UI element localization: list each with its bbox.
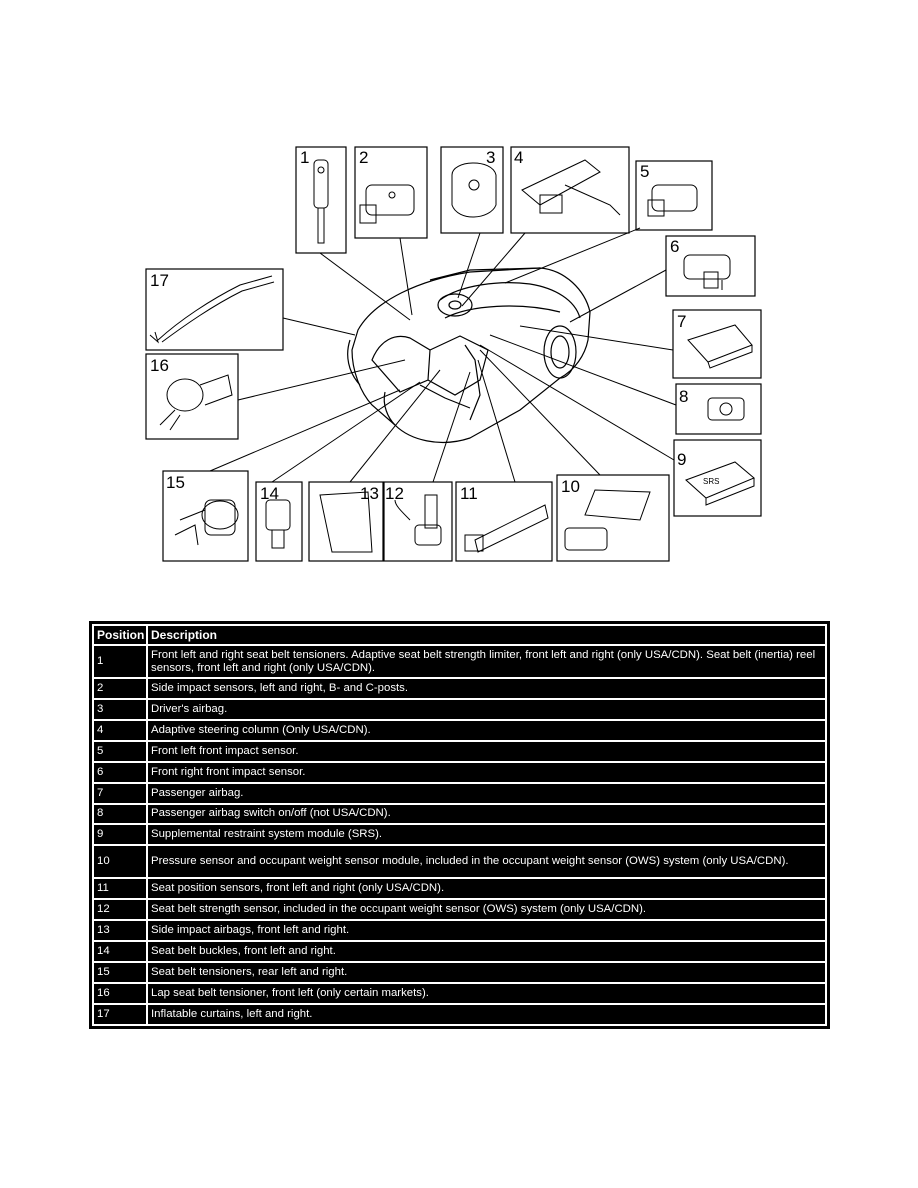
callout-number-11: 11 <box>460 484 478 503</box>
row-position: 11 <box>93 878 147 899</box>
leader-lines <box>210 228 676 482</box>
row-position: 17 <box>93 1004 147 1025</box>
table-header-row <box>93 625 826 645</box>
row-position: 6 <box>93 762 147 783</box>
table-row <box>93 899 826 920</box>
row-position: 2 <box>93 678 147 699</box>
row-description: Pressure sensor and occupant weight sensor module, included in the occupant weight sensor (OWS) system (only USA/CDN). <box>147 845 826 878</box>
table-row <box>93 741 826 762</box>
car-outline <box>348 268 590 442</box>
callout-number-7: 7 <box>677 312 687 331</box>
table-row <box>93 920 826 941</box>
row-description: Front right front impact sensor. <box>147 762 826 783</box>
row-description: Seat belt tensioners, rear left and right. <box>147 962 826 983</box>
row-description: Inflatable curtains, left and right. <box>147 1004 826 1025</box>
callout-number-2: 2 <box>359 148 369 167</box>
component-table <box>89 621 830 1029</box>
table-row <box>93 645 826 678</box>
table-row <box>93 878 826 899</box>
callout-number-15: 15 <box>166 473 185 492</box>
row-description: Passenger airbag. <box>147 783 826 804</box>
row-position: 8 <box>93 804 147 825</box>
header-position: Position <box>93 625 147 645</box>
table-row <box>93 783 826 804</box>
row-description: Side impact sensors, left and right, B- and C-posts. <box>147 678 826 699</box>
row-description: Seat position sensors, front left and right (only USA/CDN). <box>147 878 826 899</box>
callout-number-9: 9 <box>677 450 687 469</box>
callout-number-6: 6 <box>670 237 680 256</box>
row-position: 1 <box>93 645 147 678</box>
callout-box-4 <box>511 147 629 233</box>
row-position: 7 <box>93 783 147 804</box>
row-position: 14 <box>93 941 147 962</box>
position-description-table <box>92 624 827 1026</box>
table-row <box>93 824 826 845</box>
table-row <box>93 845 826 878</box>
row-description: Front left and right seat belt tensioners. Adaptive seat belt strength limiter, front left and right (only USA/CDN). Seat belt (inertia) reel sensors, front left and right (only USA/CDN). <box>147 645 826 678</box>
header-description: Description <box>147 625 826 645</box>
row-position: 3 <box>93 699 147 720</box>
callout-number-5: 5 <box>640 162 650 181</box>
row-description: Adaptive steering column (Only USA/CDN). <box>147 720 826 741</box>
row-description: Front left front impact sensor. <box>147 741 826 762</box>
row-position: 5 <box>93 741 147 762</box>
row-description: Seat belt strength sensor, included in the occupant weight sensor (OWS) system (only USA/CDN). <box>147 899 826 920</box>
srs-marking: SRS <box>703 477 720 486</box>
callout-number-13: 13 <box>360 484 379 503</box>
table-row <box>93 699 826 720</box>
callout-number-8: 8 <box>679 387 689 406</box>
row-position: 16 <box>93 983 147 1004</box>
row-description: Seat belt buckles, front left and right. <box>147 941 826 962</box>
table-row <box>93 804 826 825</box>
callout-number-3: 3 <box>486 148 496 167</box>
row-position: 10 <box>93 845 147 878</box>
row-description: Lap seat belt tensioner, front left (only certain markets). <box>147 983 826 1004</box>
table-row <box>93 1004 826 1025</box>
row-position: 9 <box>93 824 147 845</box>
row-position: 4 <box>93 720 147 741</box>
table-row <box>93 678 826 699</box>
callout-number-17: 17 <box>150 271 169 290</box>
callout-number-1: 1 <box>300 148 310 167</box>
callout-number-4: 4 <box>514 148 524 167</box>
table-row <box>93 720 826 741</box>
row-description: Driver's airbag. <box>147 699 826 720</box>
row-description: Supplemental restraint system module (SRS). <box>147 824 826 845</box>
row-position: 15 <box>93 962 147 983</box>
table-row <box>93 941 826 962</box>
row-position: 13 <box>93 920 147 941</box>
callout-box-8 <box>676 384 761 434</box>
table-row <box>93 962 826 983</box>
row-description: Side impact airbags, front left and right. <box>147 920 826 941</box>
callout-number-16: 16 <box>150 356 169 375</box>
callout-number-14: 14 <box>260 484 279 503</box>
callout-number-10: 10 <box>561 477 580 496</box>
row-description: Passenger airbag switch on/off (not USA/CDN). <box>147 804 826 825</box>
table-row <box>93 762 826 783</box>
table-row <box>93 983 826 1004</box>
callout-number-12: 12 <box>385 484 404 503</box>
row-position: 12 <box>93 899 147 920</box>
